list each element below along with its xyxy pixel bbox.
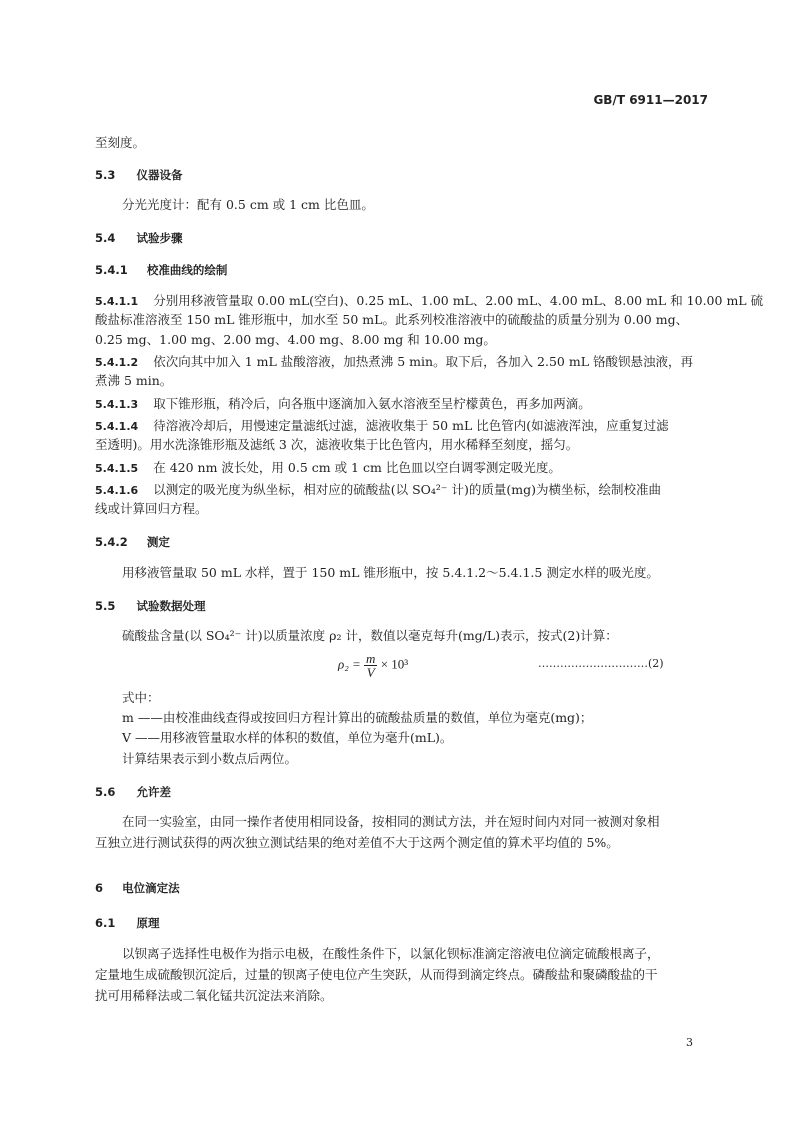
text-line: 用移液管量取 50 mL 水样，置于 150 mL 锥形瓶中，按 5.4.1.2～5.4.1.5 测定水样的吸光度。 [122,565,659,580]
standard-number: GB/T 6911—2017 [593,93,708,107]
section-title: 原理 [136,916,160,930]
section-title: 试验数据处理 [136,599,206,613]
clause-number: 5.4.1.1 [95,295,139,308]
section-number: 5.5 [95,599,116,613]
clause-text: 取下锥形瓶，稍冷后，向各瓶中逐滴加入氨水溶液至呈柠檬黄色，再多加两滴。 [153,396,591,411]
clause-number: 5.4.1.5 [95,462,139,475]
section-heading [95,595,205,614]
clause-text: 在 420 nm 波长处，用 0.5 cm 或 1 cm 比色皿以空白调零测定吸光度。 [153,460,561,475]
clause-number: 5.4.1.6 [95,484,139,497]
text-line: 分光光度计：配有 0.5 cm 或 1 cm 比色皿。 [122,197,374,212]
section-number: 6.1 [95,916,116,930]
text-line: 定量地生成硫酸钡沉淀后，过量的钡离子使电位产生突跃，从而得到滴定终点。磷酸盐和聚磷酸盐的干 [95,967,658,982]
paragraph-line [95,479,661,498]
text-line: 在同一实验室，由同一操作者使用相同设备，按相同的测试方法，并在短时间内对同一被测对象相 [122,814,660,829]
section-title: 测定 [146,535,170,549]
text-line: V ——用移液管量取水样的体积的数值，单位为毫升(mL)。 [122,730,453,745]
formula-numerator: m [366,651,376,666]
text-line: 至透明)。用水洗涤锥形瓶及滤纸 3 次，滤液收集于比色管内，用水稀释至刻度，摇匀。 [95,437,579,452]
section-heading [95,259,227,278]
section-title: 试验步骤 [136,231,183,245]
paragraph-line [95,351,693,370]
section-number: 5.3 [95,168,116,182]
clause-number: 5.4.1.3 [95,398,139,411]
text-line: 计算结果表示到小数点后两位。 [122,751,298,766]
text-line: 扰可用稀释法或二氧化锰共沉淀法来消除。 [95,988,333,1003]
paragraph-line [95,393,591,412]
clause-number: 5.4.1.2 [95,356,139,369]
text-line: 至刻度。 [95,135,146,150]
section-heading [95,781,171,800]
section-title: 仪器设备 [136,168,183,182]
text-line: 以钡离子选择性电极作为指示电极，在酸性条件下，以氯化钡标准滴定溶液电位滴定硫酸根离子， [122,946,660,961]
paragraph-line [95,415,669,434]
text-line: 线或计算回归方程。 [95,501,208,516]
text-line: 式中： [122,690,160,705]
section-number: 6 [95,881,104,895]
clause-number: 5.4.1.4 [95,420,139,433]
section-heading [95,912,159,931]
formula-rhs: × 10³ [380,656,409,672]
formula-fraction [364,652,377,679]
text-line: 0.25 mg、1.00 mg、2.00 mg、4.00 mg、8.00 mg 和 10.00 mg。 [95,332,496,347]
clause-text: 依次向其中加入 1 mL 盐酸溶液，加热煮沸 5 min。取下后，各加入 2.50 mL 铬酸钡悬浊液，再 [153,354,693,369]
text-line: 硫酸盐含量(以 SO₄²⁻ 计)以质量浓度 ρ₂ 计，数值以毫克每升(mg/L)表示，按式(2)计算： [122,628,618,643]
section-heading [95,531,170,550]
section-title: 电位滴定法 [122,881,180,895]
clause-text: 以测定的吸光度为纵坐标，相对应的硫酸盐(以 SO₄²⁻ 计)的质量(mg)为横坐标，绘制校准曲 [153,482,661,497]
section-number: 5.6 [95,785,116,799]
formula-lhs: ρ₂ = [338,656,361,672]
text-line: 煮沸 5 min。 [95,373,173,388]
section-title: 允许差 [136,785,171,799]
paragraph-line [95,457,561,476]
section-heading [95,227,182,246]
clause-text: 待溶液冷却后，用慢速定量滤纸过滤，滤液收集于 50 mL 比色管内(如滤液浑浊，应重复过滤 [153,418,669,433]
formula-reference: …………………………(2) [538,657,664,670]
section-number: 5.4.1 [95,263,128,277]
text-line: 互独立进行测试获得的两次独立测试结果的绝对差值不大于这两个测定值的算术平均值的 5%。 [95,835,619,850]
text-line: m ——由校准曲线查得或按回归方程计算出的硫酸盐质量的数值，单位为毫克(mg)； [122,710,593,725]
section-heading [95,164,182,183]
clause-text: 分别用移液管量取 0.00 mL(空白)、0.25 mL、1.00 mL、2.00 mL、4.00 mL、8.00 mL 和 10.00 mL 硫 [153,293,764,308]
section-number: 5.4.2 [95,535,128,549]
formula-denominator: V [366,665,375,680]
section-heading [95,877,180,896]
section-number: 5.4 [95,231,116,245]
text-line: 酸盐标准溶液至 150 mL 锥形瓶中，加水至 50 mL。此系列校准溶液中的硫酸盐的质量分别为 0.00 mg、 [95,312,689,327]
page-number: 3 [686,1036,693,1049]
paragraph-line [95,290,763,309]
section-title: 校准曲线的绘制 [146,263,228,277]
formula [338,652,408,679]
